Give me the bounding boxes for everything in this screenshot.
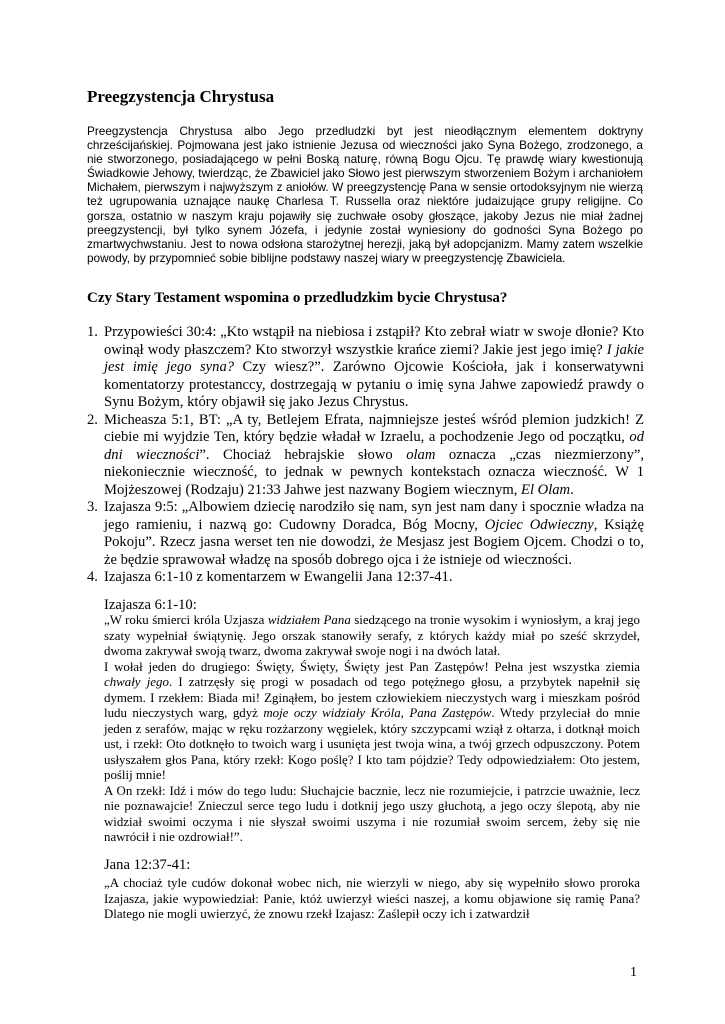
- quote-text: . I zatrzęsły się progi w posadach od tego potężnego głosu, a przybytek napełnił się dymem. I rzekłem: Biada mi! Zginąłem, bo jestem człowiekiem nieczystych warg i mieszkam pośród ludu nieczystych warg, gdyż: [104, 675, 640, 720]
- quote-italic: moje oczy widziały Króla, Pana Zastępów: [263, 706, 492, 720]
- item-text: Przypowieści 30:4: „Kto wstąpił na niebiosa i zstąpił? Kto zebrał wiatr w swoje dłonie? Kto owinął wody płaszczem? Kto stworzył wszystkie krańce ziemi? Jakie jest jego imię?: [104, 324, 644, 358]
- isaiah-quote: [104, 613, 640, 846]
- item-italic: I jakie jest imię jego syna?: [104, 341, 644, 375]
- page-title: Preegzystencja Chrystusa: [87, 87, 275, 106]
- item-text: .: [570, 481, 574, 498]
- list-number: 2.: [87, 411, 98, 428]
- quote-text: A On rzekł: Idź i mów do tego ludu: Słuchajcie bacznie, lecz nie rozumiejcie, i patrzcie uważnie, lecz nie poznawajcie! Znieczul serce tego ludu i dotknij jego uszy głuchotą, a jego oczy ślepotą, aby nie widział swoimi oczyma i nie słyszał swoimi uszyma i nie rozumiał swoim sercem, żeby się nie nawrócił i nie ozdrowiał!”.: [104, 783, 640, 844]
- list-item: [87, 569, 644, 587]
- item-text: , Książę Pokoju”. Rzecz jasna werset ten nie dowodzi, że Mesjasz jest Bogiem Ojcem. Chodzi o to, że będzie sprawował władzę na sposób dobrego ojca i że istnieje od wieczności.: [104, 516, 644, 568]
- item-text: Czy wiesz?”. Zarówno Ojcowie Kościoła, jak i konserwatywni komentatorzy protestanccy, dostrzegają w pytaniu o imię syna Jahwe zapowiedź prawdy o Synu Bożym, który objawił się jako Jezus Chrystus.: [104, 359, 644, 410]
- john-quote: „A chociaż tyle cudów dokonał wobec nich, nie wierzyli w niego, aby się wypełniło słowo proroka Izajasza, jakie wypowiedział: Panie, któż uwierzył wieści naszej, a komu objawione się ramię Pana? Dlatego nie mogli uwierzyć, że znowu rzekł Izajasz: Zaślepił oczy ich i zatwardził: [104, 876, 640, 921]
- quote-paragraph: [104, 784, 640, 846]
- list-number: 3.: [87, 499, 98, 515]
- item-italic: El Olam: [521, 481, 571, 498]
- quote-text: I wołał jeden do drugiego: Święty, Święty, Święty jest Pan Zastępów! Pełna jest wszystka ziemia: [104, 659, 640, 674]
- page-number: 1: [630, 965, 637, 980]
- quote-text: . Wtedy przyleciał do mnie jeden z serafów, mając w ręku rozżarzony węgielek, który szczypcami wziął z ołtarza, i dotknął moich ust, i rzekł: Oto dotknęło to twoich warg i usunięta jest twoja wina, a twój grzech odpuszczony. Potem usłyszałem głos Pana, który rzekł: Kogo poślę? I kto tam pójdzie? Tedy odpowiedziałem: Oto jestem, poślij mnie!: [104, 706, 640, 782]
- quote-paragraph: [104, 613, 640, 660]
- list-item: [87, 412, 644, 500]
- quote-text: „W roku śmierci króla Uzjasza: [104, 613, 268, 627]
- list-item: [87, 499, 644, 569]
- item-text: ”. Chociaż hebrajskie słowo: [199, 446, 407, 463]
- section-heading: Czy Stary Testament wspomina o przedludzkim bycie Chrystusa?: [87, 290, 508, 306]
- item-text: oznacza „czas niezmierzony”, niekoniecznie wieczność, to jednak w pewnych kontekstach oznacza wieczność. W 1 Mojżeszowej (Rodzaju) 21:33 Jahwe jest nazwany Bogiem wiecznym,: [104, 446, 644, 498]
- john-heading: Jana 12:37-41:: [104, 857, 191, 873]
- item-text: Micheasza 5:1, BT: „A ty, Betlejem Efrata, najmniejsze jesteś wśród plemion judzkich! Z ciebie mi wyjdzie Ten, który będzie władał w Izraelu, a pochodzenie Jego od początku,: [104, 411, 644, 445]
- item-text: Izajasza 9:5: „Albowiem dziecię narodziło się nam, syn jest nam dany i spocznie władza na jego ramieniu, i nazwą go: Cudowny Doradca, Bóg Mocny,: [104, 499, 644, 533]
- quote-text: siedzącego na tronie wysokim i wyniosłym, a kraj jego szaty wypełniał świątynię. Jego orszak stanowiły serafy, z których każdy miał po sześć skrzydeł, dwoma zakrywał swoją twarz, dwoma zakrywał swoje nogi i na dwóch latał.: [104, 613, 640, 658]
- quote-paragraph: [104, 660, 640, 784]
- list-number: 1.: [87, 324, 98, 340]
- item-text: Izajasza 6:1-10 z komentarzem w Ewangelii Jana 12:37-41.: [104, 569, 453, 585]
- isaiah-heading: Izajasza 6:1-10:: [104, 597, 197, 613]
- list-number: 4.: [87, 569, 98, 585]
- intro-paragraph: Preegzystencja Chrystusa albo Jego przedludzki byt jest nieodłącznym elementem doktryny chrześcijańskiej. Pojmowana jest jako istnienie Jezusa od wieczności jako Syna Bożego, zrodzonego, a nie stworzonego, posiadającego w pełni Boską naturę, równą Bogu Ojcu. Tę prawdę wiary kwestionują Świadkowie Jehowy, twierdząc, że Zbawiciel jako Słowo jest pierwszym stworzeniem Bożym i archaniołem Michałem, pierwszym i najwyższym z aniołów. W preegzystencję Pana w sensie ortodoksyjnym nie wierzą też ugrupowania uznające naukę Charlesa T. Russella oraz niektóre judaizujące grupy religijne. Co gorsza, ostatnio w naszym kraju pojawiły się zuchwałe osoby głoszące, jakoby Jezus nie miał żadnej preegzystencji, był tylko synem Józefa, i jedynie został wyniesiony do godności Syna Bożego po zmartwychwstaniu. Jest to nowa odsłona starożytnej herezji, jaką był adopcjanizm. Mamy zatem wszelkie powody, by przypomnieć sobie biblijne podstawy naszej wiary w preegzystencję Zbawiciela.: [87, 124, 643, 265]
- item-italic: Ojciec Odwieczny: [484, 516, 594, 533]
- item-italic: od dni wieczności: [104, 429, 644, 463]
- quote-italic: widziałem Pana: [267, 613, 351, 627]
- item-italic: olam: [406, 446, 436, 463]
- verse-list: [87, 324, 644, 587]
- list-item: [87, 324, 644, 412]
- quote-italic: chwały jego: [104, 675, 169, 689]
